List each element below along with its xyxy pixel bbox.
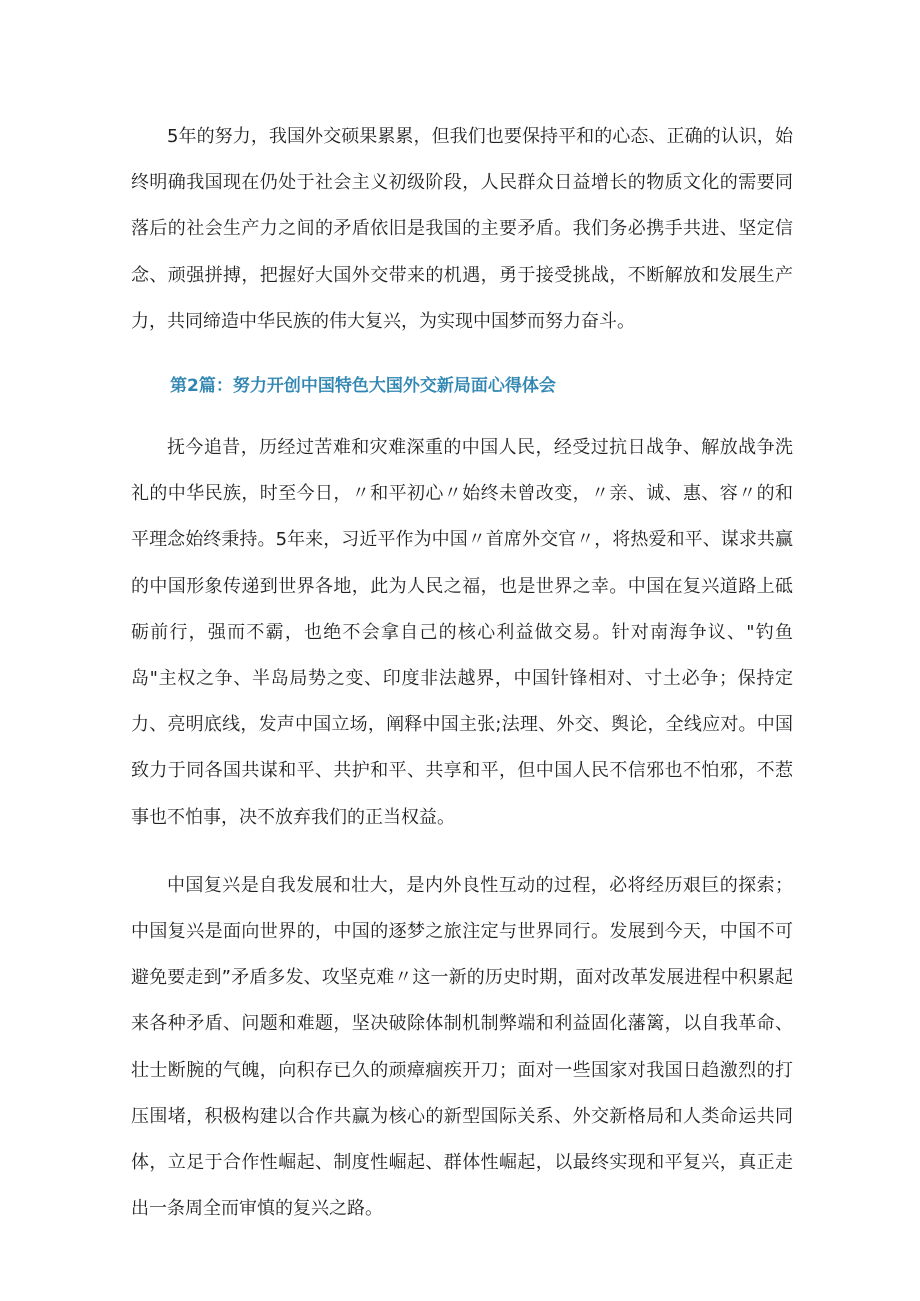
paragraph-conclusion: 5年的努力，我国外交硕果累累，但我们也要保持平和的心态、正确的认识，始终明确我国现在仍处于社会主义初级阶段，人民群众日益增长的物质文化的需要同落后的社会生产力之间的矛盾依旧是我国的主要矛盾。我们务必携手共进、坚定信念、顽强拼搏，把握好大国外交带来的机遇，勇于接受挑战，不断解放和发展生产力，共同缔造中华民族的伟大复兴，为实现中国梦而努力奋斗。 xyxy=(131,126,793,332)
paragraph-china-revival: 中国复兴是自我发展和壮大，是内外良性互动的过程，必将经历艰巨的探索；中国复兴是面向世界的，中国的逐梦之旅注定与世界同行。发展到今天，中国不可避免要走到”矛盾多发、攻坚克难〃这一新的历史时期，面对改革发展进程中积累起来各种矛盾、问题和难题，坚决破除体制机制弊端和利益固化藩篱，以自我革命、壮士断腕的气魄，向积存已久的顽瘴痼疾开刀；面对一些国家对我国日趋激烈的打压围堵，积极构建以合作共赢为核心的新型国际关系、外交新格局和人类命运共同体，立足于合作性崛起、制度性崛起、群体性崛起，以最终实现和平复兴，真正走出一条周全而审慎的复兴之路。 xyxy=(131,874,793,1220)
paragraph-peace-diplomacy: 抚今追昔，历经过苦难和灾难深重的中国人民，经受过抗日战争、解放战争洗礼的中华民族，时至今日，〃和平初心〃始终未曾改变，〃亲、诚、惠、容〃的和平理念始终秉持。5年来，习近平作为中国〃首席外交官〃，将热爱和平、谋求共赢的中国形象传递到世界各地，此为人民之福，也是世界之幸。中国在复兴道路上砥砺前行，强而不霸，也绝不会拿自己的核心利益做交易。针对南海争议、"钓鱼岛"主权之争、半岛局势之变、印度非法越界，中国针锋相对、寸土必争；保持定力、亮明底线，发声中国立场，阐释中国主张;法理、外交、舆论，全线应对。中国致力于同各国共谋和平、共护和平、共享和平，但中国人民不信邪也不怕邪，不惹事也不怕事，决不放弃我们的正当权益。 xyxy=(131,437,793,828)
section-heading: 第2篇：努力开创中国特色大国外交新局面心得体会 xyxy=(170,376,556,397)
document-body xyxy=(131,114,793,1232)
